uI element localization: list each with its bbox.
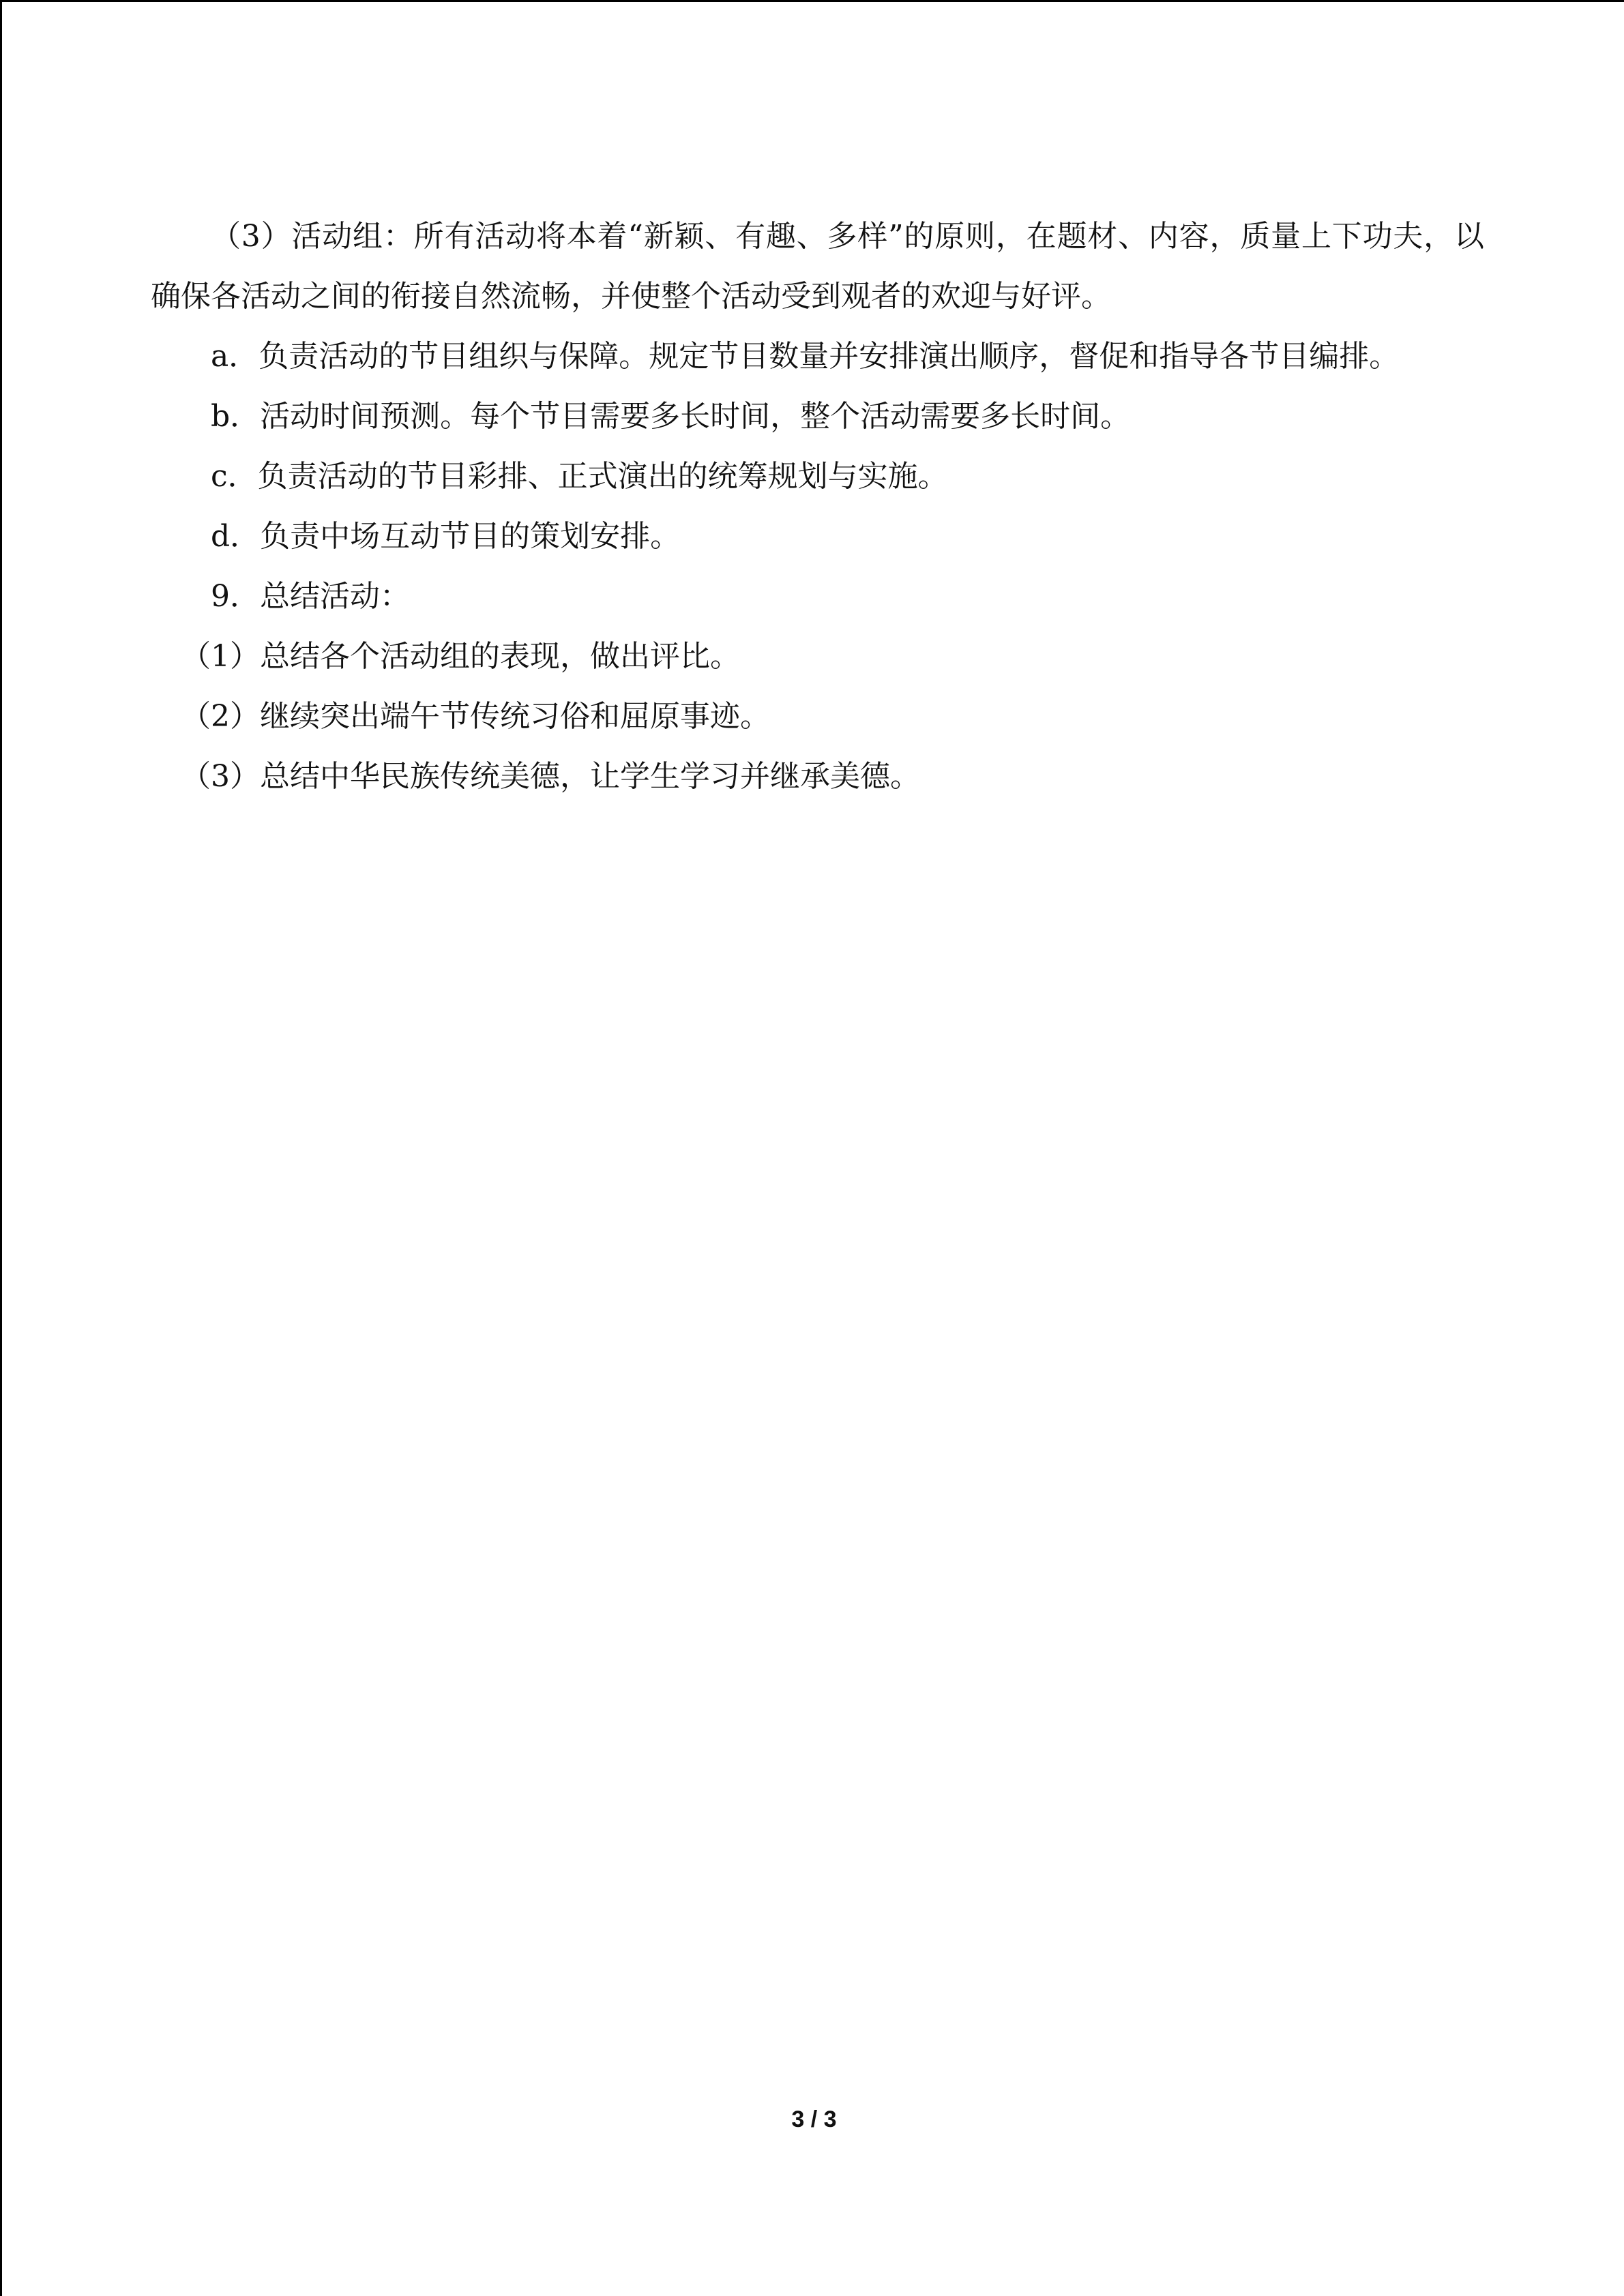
paragraph-activity-group: （3）活动组：所有活动将本着“新颖、有趣、多样”的原则，在题材、内容，质量上下功夫，以确保各活动之间的衔接自然流畅，并使整个活动受到观者的欢迎与好评。 — [151, 219, 1484, 314]
paragraph-item-b: b．活动时间预测。每个节目需要多长时间，整个活动需要多长时间。 — [211, 399, 1131, 434]
paragraph-item-d: d．负责中场互动节目的策划安排。 — [211, 519, 681, 554]
document-body — [151, 207, 1484, 807]
paragraph-summary-3: （3）总结中华民族传统美德，让学生学习并继承美德。 — [181, 759, 920, 794]
paragraph-item-a: a．负责活动的节目组织与保障。规定节目数量并安排演出顺序，督促和指导各节目编排。 — [211, 339, 1400, 374]
page-number: 3 / 3 — [791, 2106, 837, 2132]
paragraph-item-c: c．负责活动的节目彩排、正式演出的统筹规划与实施。 — [211, 459, 948, 494]
paragraph-summary-1: （1）总结各个活动组的表现，做出评比。 — [181, 639, 740, 674]
paragraph-summary-2: （2）继续突出端午节传统习俗和屈原事迹。 — [181, 699, 770, 734]
paragraph-section-9: 9．总结活动： — [211, 579, 410, 614]
